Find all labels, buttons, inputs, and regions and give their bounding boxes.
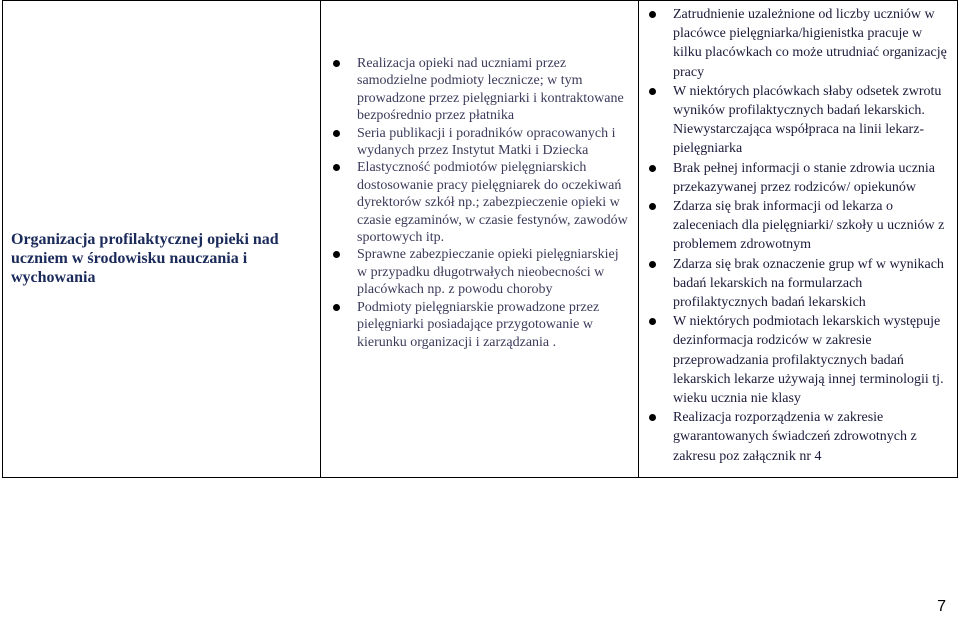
list-item [331, 55, 631, 125]
list-item [647, 408, 953, 466]
bullet-icon [333, 304, 340, 311]
list-item-text: W niektórych podmiotach lekarskich występuje dezinformacja rodziców w zakresie przeprowadzania profilaktycznych badań lekarskich lekarze używają innej terminologii tj. wieku ucznia nie klasy [673, 314, 944, 407]
page-number: 7 [937, 598, 946, 615]
list-item-text: Brak pełnej informacji o stanie zdrowia ucznia przekazywanej przez rodziców/ opiekunów [673, 160, 936, 195]
bullet-icon [333, 60, 340, 67]
bullet-icon [333, 251, 340, 258]
list-item-text: Realizacja opieki nad uczniami przez samodzielne podmioty lecznicze; w tym prowadzone przez pielęgniarki i kontraktowane bezpośrednio przez płatnika [357, 56, 624, 124]
list-item-text: Zdarza się brak oznaczenie grup wf w wynikach badań lekarskich na formularzach profilaktycznych badań lekarskich [673, 256, 944, 311]
list-item-text: Realizacja rozporządzenia w zakresie gwarantowanych świadczeń zdrowotnych z zakresu poz załącznik nr 4 [673, 410, 917, 464]
list-item-text: Elastyczność podmiotów pielęgniarskich dostosowanie pracy pielęgniarek do oczekiwań dyrektorów szkół np.; zabezpieczenie opieki w czasie egzaminów, w czasie festynów, zawodów sportowych itp. [357, 160, 628, 246]
list-item [647, 5, 953, 82]
list-item [647, 82, 953, 159]
list-item-text: Sprawne zabezpieczanie opieki pielęgniarskiej w przypadku długotrwałych nieobecności w placówkach np. z powodu choroby [357, 247, 619, 298]
content-table [2, 0, 958, 478]
heading-cell [3, 1, 321, 477]
list-item [647, 197, 953, 255]
list-item [331, 159, 631, 246]
weaknesses-list [647, 5, 953, 466]
bullet-icon [649, 11, 656, 18]
bullet-icon [649, 88, 656, 95]
list-item [647, 312, 953, 408]
bullet-icon [649, 203, 656, 210]
bullet-icon [649, 261, 656, 268]
list-item-text: Zatrudnienie uzależnione od liczby uczniów w placówce pielęgniarka/higienistka pracuje w kilku placówkach co może utrudniać organizację pracy [673, 7, 947, 80]
bullet-icon [649, 414, 656, 421]
list-item-text: Podmioty pielęgniarskie prowadzone przez pielęgniarki posiadające przygotowanie w kierunku organizacji i zarządzania . [357, 299, 600, 350]
strengths-list [331, 55, 631, 351]
bullet-icon [649, 318, 656, 325]
strengths-cell [321, 1, 639, 477]
list-item-text: Zdarza się brak informacji od lekarza o zaleceniach dla pielęgniarki/ szkoły u uczniów z problemem zdrowotnym [673, 199, 945, 253]
list-item [647, 255, 953, 313]
list-item-text: W niektórych placówkach słaby odsetek zwrotu wyników profilaktycznych badań lekarskich. Niewystarczająca współpraca na linii lekarz-pielęgniarka [673, 83, 942, 157]
list-item [331, 246, 631, 298]
weaknesses-cell [639, 1, 957, 477]
list-item [647, 159, 953, 197]
bullet-icon [333, 164, 340, 171]
bullet-icon [649, 165, 656, 172]
section-heading: Organizacja profilaktycznej opieki nad uczniem w środowisku nauczania i wychowania [11, 231, 279, 286]
list-item [331, 125, 631, 160]
list-item [331, 299, 631, 351]
list-item-text: Seria publikacji i poradników opracowanych i wydanych przez Instytut Matki i Dziecka [357, 125, 616, 159]
bullet-icon [333, 130, 340, 137]
